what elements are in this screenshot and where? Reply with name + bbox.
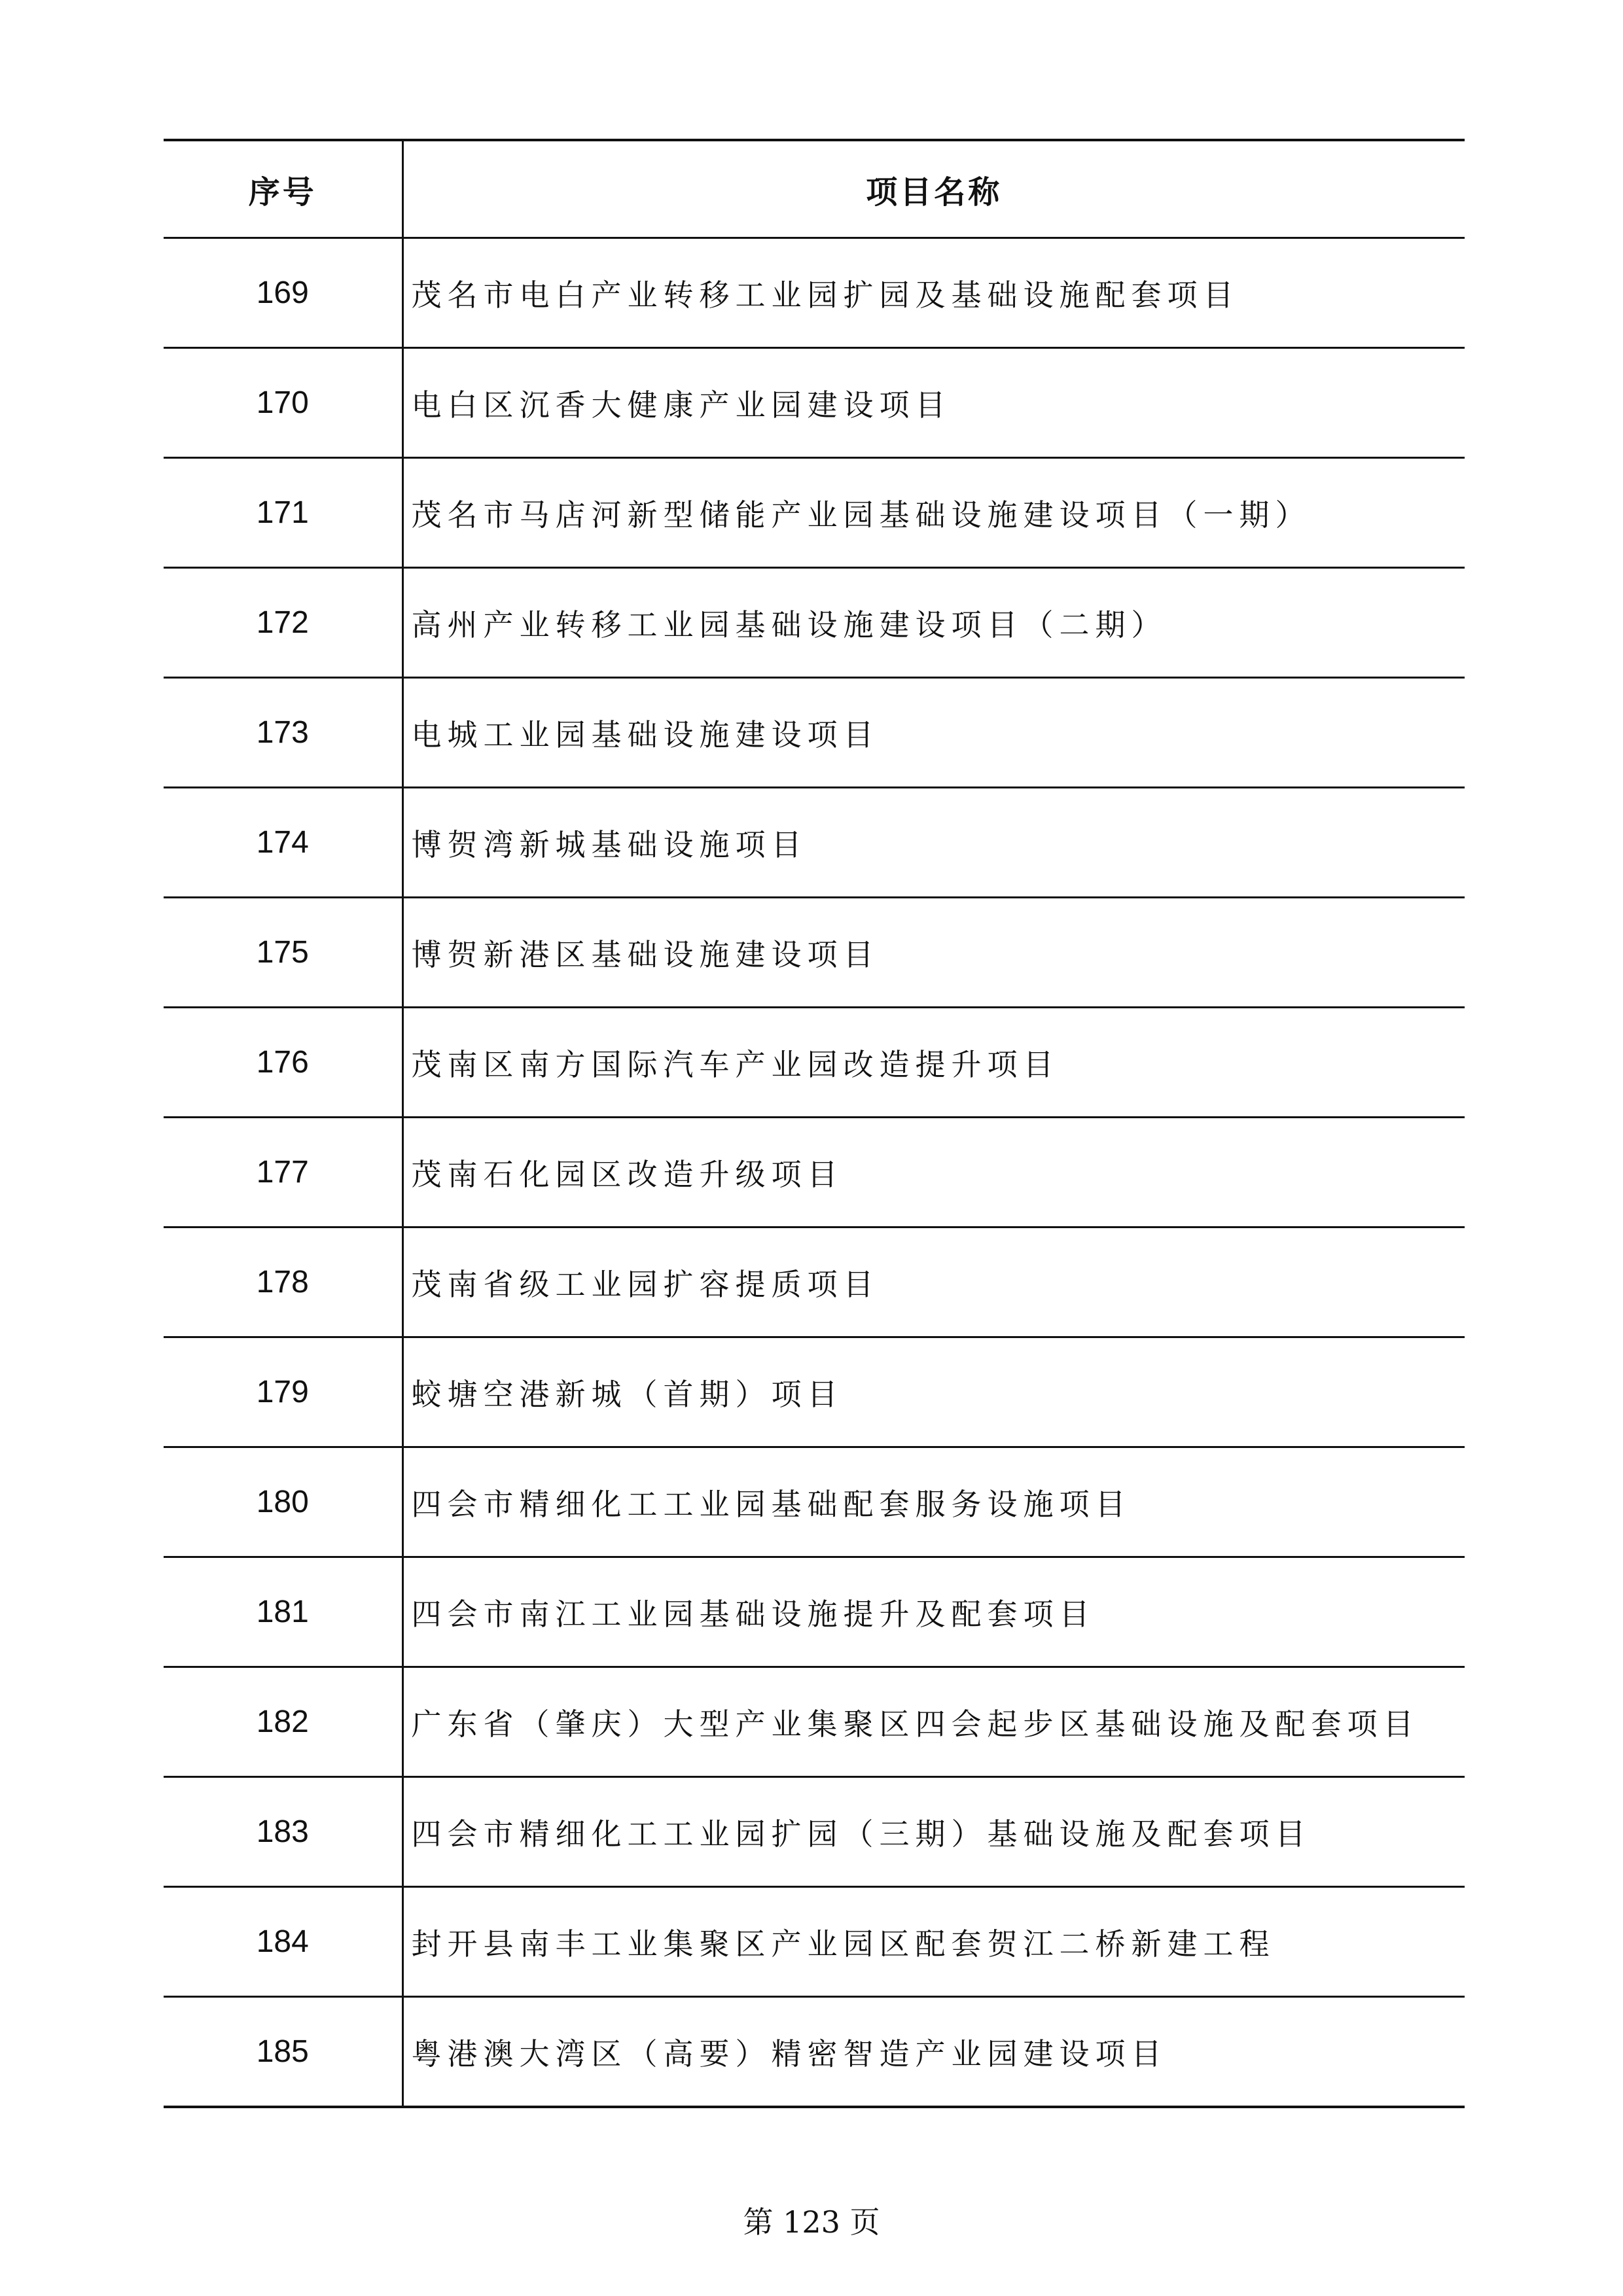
row-number: 169 (164, 238, 402, 348)
table-row (164, 1667, 1465, 1777)
row-project-name: 博贺湾新城基础设施项目 (402, 788, 1465, 898)
table-row (164, 1337, 1465, 1447)
row-project-name: 博贺新港区基础设施建设项目 (402, 898, 1465, 1008)
row-number: 182 (164, 1667, 402, 1777)
row-project-name: 茂南石化园区改造升级项目 (402, 1118, 1465, 1227)
row-project-name: 茂名市马店河新型储能产业园基础设施建设项目（一期） (402, 458, 1465, 568)
row-number: 181 (164, 1557, 402, 1667)
table-row (164, 1887, 1465, 1997)
table-row (164, 1557, 1465, 1667)
table-row (164, 348, 1465, 458)
table-row (164, 1997, 1465, 2108)
row-number: 184 (164, 1887, 402, 1997)
header-number: 序号 (164, 140, 402, 238)
table-row (164, 238, 1465, 348)
row-number: 177 (164, 1118, 402, 1227)
row-number: 175 (164, 898, 402, 1008)
row-project-name: 茂南区南方国际汽车产业园改造提升项目 (402, 1008, 1465, 1118)
row-project-name: 茂名市电白产业转移工业园扩园及基础设施配套项目 (402, 238, 1465, 348)
row-number: 185 (164, 1997, 402, 2108)
row-project-name: 四会市精细化工工业园扩园（三期）基础设施及配套项目 (402, 1777, 1465, 1887)
row-project-name: 广东省（肇庆）大型产业集聚区四会起步区基础设施及配套项目 (402, 1667, 1465, 1777)
row-number: 171 (164, 458, 402, 568)
table-row (164, 568, 1465, 678)
table-row (164, 1008, 1465, 1118)
row-number: 183 (164, 1777, 402, 1887)
table-body (164, 238, 1465, 2108)
row-project-name: 封开县南丰工业集聚区产业园区配套贺江二桥新建工程 (402, 1887, 1465, 1997)
table-row (164, 1118, 1465, 1227)
row-number: 180 (164, 1447, 402, 1557)
row-project-name: 四会市南江工业园基础设施提升及配套项目 (402, 1557, 1465, 1667)
row-project-name: 四会市精细化工工业园基础配套服务设施项目 (402, 1447, 1465, 1557)
row-number: 174 (164, 788, 402, 898)
table-row (164, 458, 1465, 568)
row-number: 176 (164, 1008, 402, 1118)
table-row (164, 1447, 1465, 1557)
row-number: 178 (164, 1227, 402, 1337)
header-project-name: 项目名称 (402, 140, 1465, 238)
table-row (164, 788, 1465, 898)
project-table (164, 139, 1465, 2108)
row-project-name: 粤港澳大湾区（高要）精密智造产业园建设项目 (402, 1997, 1465, 2108)
table-header-row (164, 140, 1465, 238)
table-row (164, 1227, 1465, 1337)
table-row (164, 1777, 1465, 1887)
row-project-name: 茂南省级工业园扩容提质项目 (402, 1227, 1465, 1337)
row-number: 173 (164, 678, 402, 788)
row-number: 172 (164, 568, 402, 678)
row-number: 179 (164, 1337, 402, 1447)
row-project-name: 电城工业园基础设施建设项目 (402, 678, 1465, 788)
row-number: 170 (164, 348, 402, 458)
table-row (164, 678, 1465, 788)
row-project-name: 高州产业转移工业园基础设施建设项目（二期） (402, 568, 1465, 678)
table-row (164, 898, 1465, 1008)
row-project-name: 蛟塘空港新城（首期）项目 (402, 1337, 1465, 1447)
row-project-name: 电白区沉香大健康产业园建设项目 (402, 348, 1465, 458)
page-number: 第 123 页 (743, 2204, 880, 2240)
